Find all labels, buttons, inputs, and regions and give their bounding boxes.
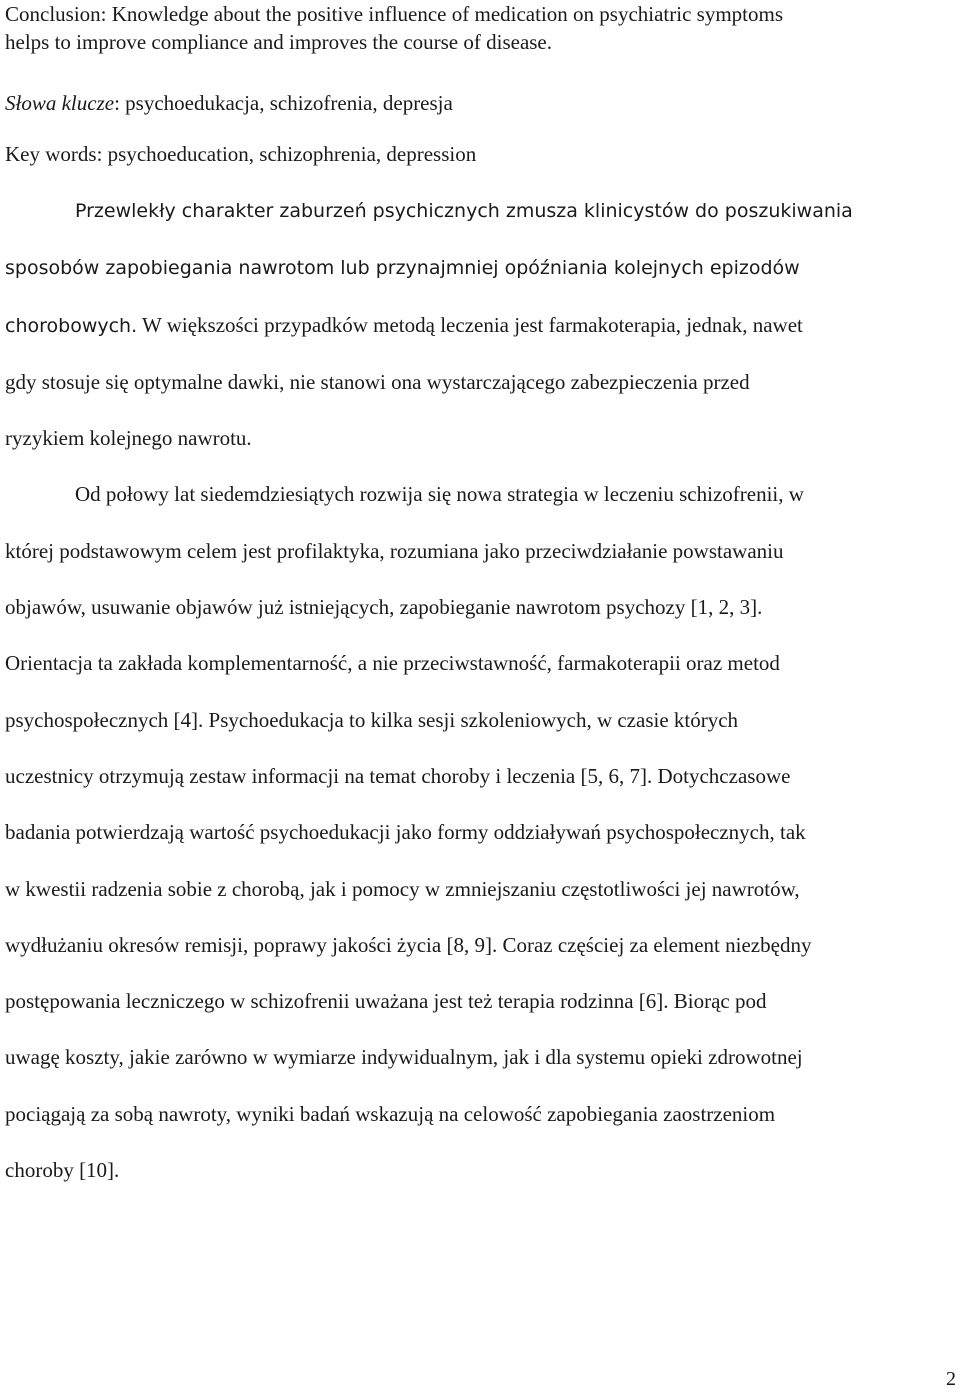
conclusion-text: Conclusion: Knowledge about the positive influence of medication on psychiatric symptoms helps to improve compliance and improves the course of disease. [5,2,784,54]
keywords-polish-label: Słowa klucze [5,91,115,115]
body-paragraph-1-sans: Przewlekły charakter zaburzeń psychicznych zmusza klinicystów do poszukiwania sposobów zapobiegania nawrotom lub przynajmniej opóźniania kolejnych epizodów chorobowych. [5,200,853,337]
keywords-english: Key words: psychoeducation, schizophrenia, depression [5,142,477,166]
page-number: 2 [946,1368,956,1390]
keywords-polish-text: : psychoedukacja, schizofrenia, depresja [114,91,453,115]
body-paragraph-2: Od połowy lat siedemdziesiątych rozwija się nowa strategia w leczeniu schizofrenii, w której podstawowym celem jest profilaktyka, rozumiana jako przeciwdziałanie powstawaniu objawów, usuwanie objawów już istniejących, zapobieganie nawrotom psychozy [1, 2, 3]. Orientacja ta zakłada komplementarność, a nie przeciwstawność, farmakoterapii oraz metod psychospołecznych [4]. Psychoedukacja to kilka sesji szkoleniowych, w czasie których uczestnicy otrzymują zestaw informacji na temat choroby i leczenia [5, 6, 7]. Dotychczasowe badania potwierdzają wartość psychoedukacji jako formy oddziaływań psychospołecznych, tak w kwestii radzenia sobie z chorobą, jak i pomocy w zmniejszaniu częstotliwości jej nawrotów, wydłużaniu okresów remisji, poprawy jakości życia [8, 9]. Coraz częściej za element niezbędny postępowania leczniczego w schizofrenii uważana jest też terapia rodzinna [6]. Biorąc pod uwagę koszty, jakie zarówno w wymiarze indywidualnym, jak i dla systemu opieki zdrowotnej pociągają za sobą nawroty, wyniki badań wskazują na celowość zapobiegania zaostrzeniom choroby [10]. [5,482,812,1183]
body-paragraph-1 [5,182,940,466]
body-paragraph-1-serif: W większości przypadków metodą leczenia jest farmakoterapia, jednak, nawet gdy stosuje się optymalne dawki, nie stanowi ona wystarczającego zabezpieczenia przed ryzykiem kolejnego nawrotu. [5,312,803,451]
keywords-polish [5,89,940,117]
document-page [5,0,940,1198]
